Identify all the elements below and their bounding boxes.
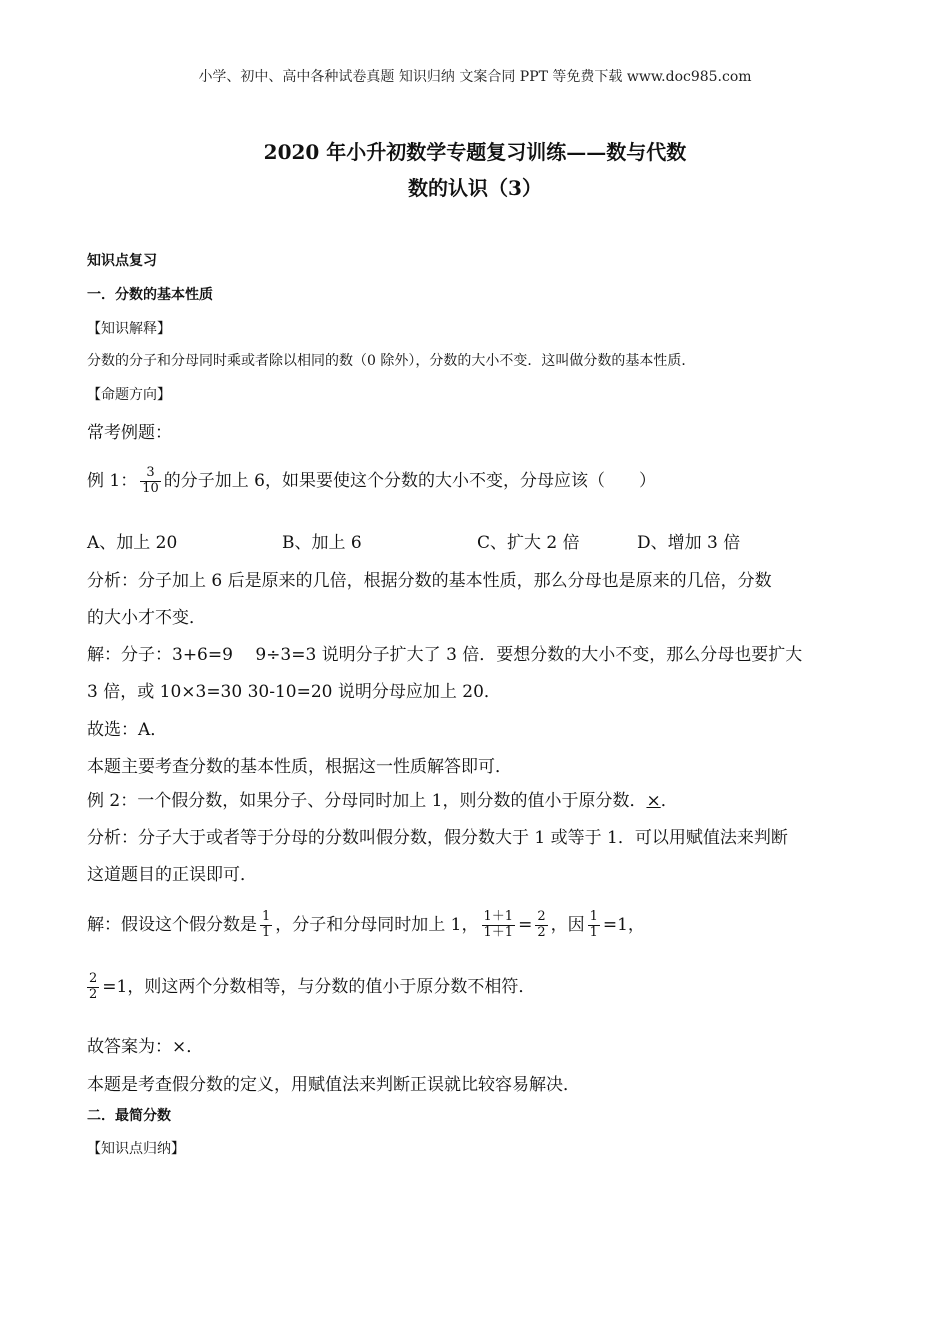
knowledge-explanation: 分数的分子和分母同时乘或者除以相同的数（0 除外），分数的大小不变．这叫做分数的基本性质． (87, 353, 696, 369)
fraction-1-1: $\frac{1}{1}$ (262, 909, 271, 940)
example-2-period: ． (660, 791, 678, 811)
example-2-analysis-1: 分析：分子大于或者等于分母的分数叫假分数，假分数大于 1 或等于 1．可以用赋值法来判断 (87, 828, 788, 848)
direction-tag: 【命题方向】 (87, 387, 171, 403)
example-1-text: 的分子加上 6，如果要使这个分数的大小不变，分母应该（ ） (163, 471, 656, 491)
answer-mark: × (646, 791, 661, 811)
fraction-2-2: $\frac{2}{2}$ (537, 909, 546, 940)
option-d: D、增加 3 倍 (637, 533, 741, 553)
example-2-analysis-2: 这道题目的正误即可． (87, 865, 257, 885)
solution-text-e: =1，则这两个分数相等，与分数的值小于原分数不相符． (102, 977, 536, 997)
example-2-solution-2 (84, 972, 535, 1003)
page-header: 小学、初中、高中各种试卷真题 知识归纳 文案合同 PPT 等免费下载 www.doc985.com (198, 69, 752, 85)
equals-sign: = (518, 915, 533, 935)
title-line-1: 2020 年小升初数学专题复习训练——数与代数 (263, 140, 687, 164)
section-1-title: 一．分数的基本性质 (87, 287, 213, 303)
fraction-3-10: $\frac{3}{10}$ (142, 465, 159, 496)
example-2-summary: 本题是考查假分数的定义，用赋值法来判断正误就比较容易解决． (87, 1075, 580, 1095)
example-1-question (87, 466, 656, 497)
example-2-solution-1 (87, 910, 645, 941)
example-1-solution-1: 解：分子：3+6=9 9÷3=3 说明分子扩大了 3 倍．要想分数的大小不变，那么分母也要扩大 (87, 645, 803, 665)
example-2-answer: 故答案为：×． (87, 1037, 204, 1057)
solution-text-d: =1， (602, 915, 645, 935)
fraction-1-1-b: $\frac{1}{1}$ (589, 909, 598, 940)
example-1-solution-2: 3 倍，或 10×3=30 30-10=20 说明分母应加上 20． (87, 682, 501, 702)
fraction-sum: $\frac{1+1}{1+1}$ (483, 909, 514, 940)
common-examples: 常考例题： (87, 423, 172, 443)
example-2-text: 例 2：一个假分数，如果分子、分母同时加上 1，则分数的值小于原分数． (87, 791, 647, 811)
solution-text-b: ，分子和分母同时加上 1， (275, 915, 479, 935)
review-heading: 知识点复习 (87, 253, 157, 269)
example-2-question (87, 786, 678, 811)
option-c: C、扩大 2 倍 (477, 533, 580, 553)
solution-text-c: ，因 (550, 915, 585, 935)
example-1-analysis-2: 的大小才不变． (87, 608, 206, 628)
example-1-answer: 故选：A． (87, 720, 168, 740)
example-1-summary: 本题主要考查分数的基本性质，根据这一性质解答即可． (87, 757, 512, 777)
section-2-title: 二．最简分数 (87, 1108, 171, 1124)
example-1-prefix: 例 1： (87, 471, 138, 491)
option-a: A、加上 20 (87, 533, 178, 553)
fraction-2-2-b: $\frac{2}{2}$ (89, 971, 98, 1002)
knowledge-tag: 【知识解释】 (87, 321, 171, 337)
solution-text-a: 解：假设这个假分数是 (87, 915, 257, 935)
option-b: B、加上 6 (282, 533, 362, 553)
section-2-tag: 【知识点归纳】 (87, 1141, 185, 1157)
title-line-2: 数的认识（3） (408, 176, 542, 200)
example-1-analysis-1: 分析：分子加上 6 后是原来的几倍，根据分数的基本性质，那么分母也是原来的几倍，分数 (87, 571, 772, 591)
